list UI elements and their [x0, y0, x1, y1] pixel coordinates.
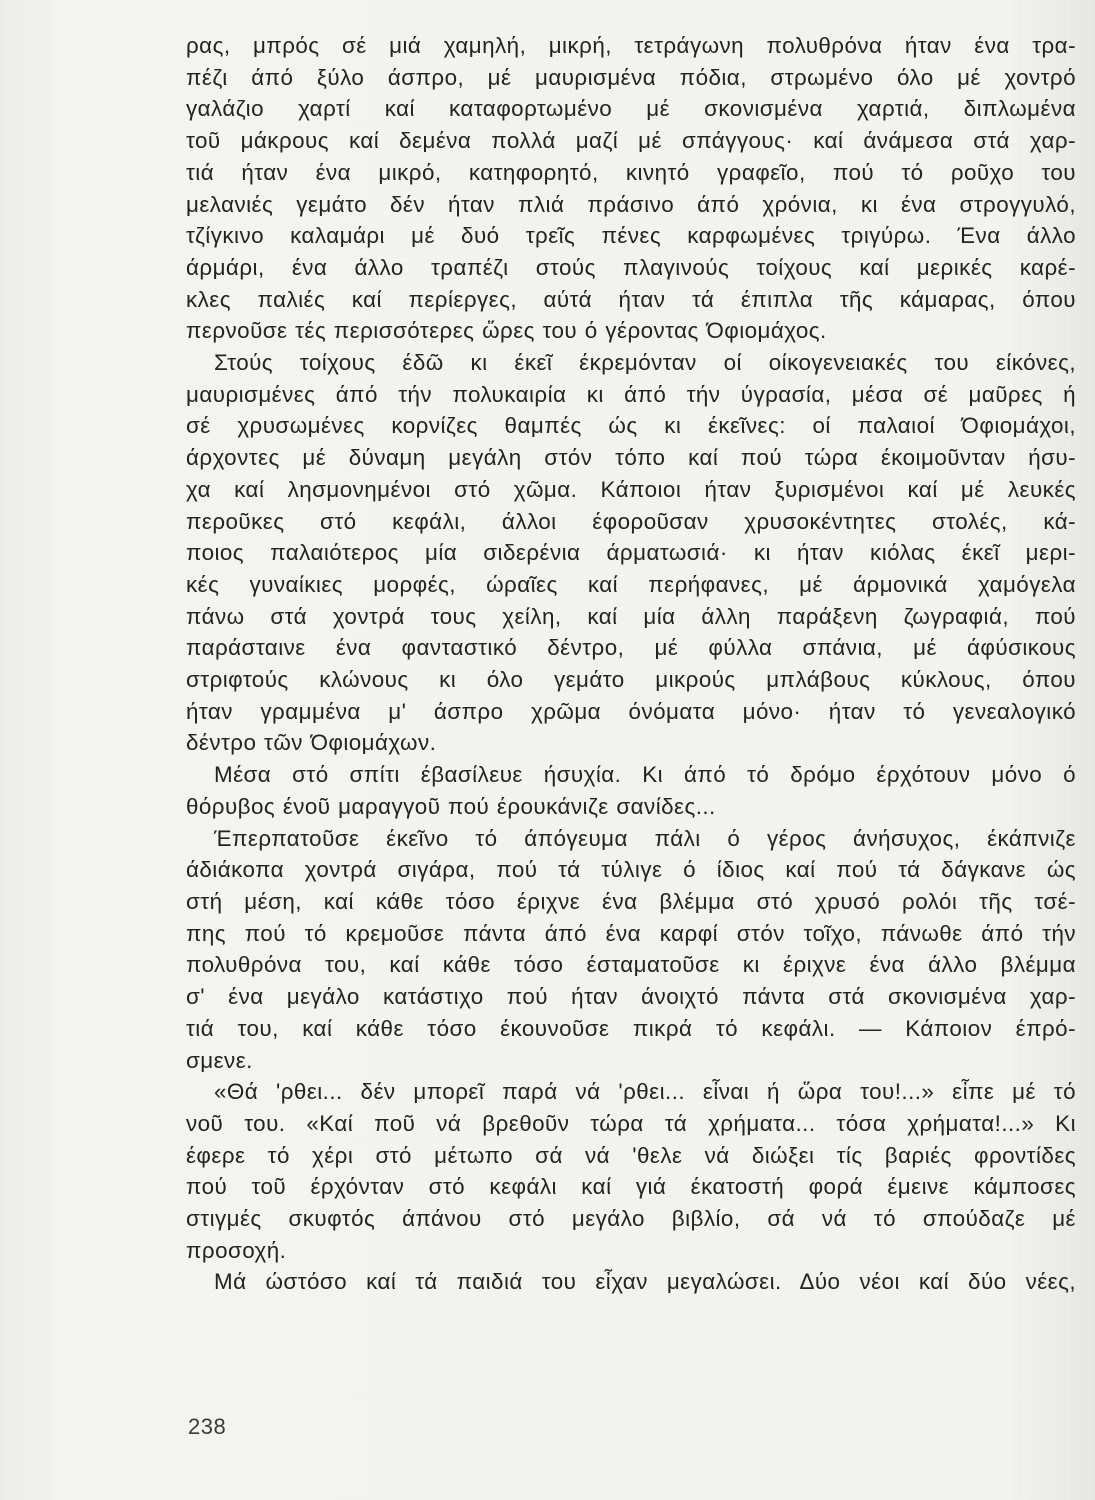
text-line: περοῦκες στό κεφάλι, άλλοι έφοροῦσαν χρυσοκέντητες στολές, κά-: [186, 508, 1076, 534]
paragraph: [186, 1266, 1076, 1298]
text-line: δέντρο τῶν Όφιομάχων.: [186, 730, 437, 756]
text-line: προσοχή.: [186, 1237, 287, 1263]
body-text: [186, 30, 1076, 1298]
text-line: πολυθρόνα του, καί κάθε τόσο έσταματοῦσε κι έριχνε ένα άλλο βλέμμα: [186, 952, 1076, 978]
text-line: μελανιές γεμάτο δέν ήταν πλιά πράσινο άπό χρόνια, κι ένα στρογγυλό,: [186, 191, 1076, 217]
text-line: ποιος παλαιότερος μία σιδερένια άρματωσιά· κι ήταν κιόλας έκεῖ μερι-: [186, 540, 1076, 566]
text-line: περνοῦσε τές περισσότερες ὥρες του ό γέροντας Όφιομάχος.: [186, 318, 827, 344]
text-line: άδιάκοπα χοντρά σιγάρα, πού τά τύλιγε ό ίδιος καί πού τά δάγκανε ώς: [186, 857, 1076, 883]
text-line: ρας, μπρός σέ μιά χαμηλή, μικρή, τετράγωνη πολυθρόνα ήταν ένα τρα-: [186, 33, 1076, 58]
text-line: έφερε τό χέρι στό μέτωπο σά νά 'θελε νά διώξει τίς βαριές φροντίδες: [186, 1142, 1076, 1168]
text-line: παράσταινε ένα φανταστικό δέντρο, μέ φύλλα σπάνια, μέ άφύσικους: [186, 635, 1076, 661]
text-line: στή μέση, καί κάθε τόσο έριχνε ένα βλέμμα στό χρυσό ρολόι τῆς τσέ-: [186, 888, 1076, 914]
text-line: τοῦ μάκρους καί δεμένα πολλά μαζί μέ σπάγγους· καί άνάμεσα στά χαρ-: [186, 128, 1076, 154]
paragraph: [186, 1076, 1076, 1266]
text-line: σμενε.: [186, 1047, 253, 1073]
text-line: πάνω στά χοντρά τους χείλη, καί μία άλλη παράξενη ζωγραφιά, πού: [186, 603, 1076, 629]
paragraph: [186, 347, 1076, 759]
text-line: κλες παλιές καί περίεργες, αύτά ήταν τά έπιπλα τῆς κάμαρας, όπου: [186, 286, 1076, 312]
text-line: σ' ένα μεγάλο κατάστιχο πού ήταν άνοιχτό πάντα στά σκονισμένα χαρ-: [186, 984, 1076, 1010]
paragraph: [186, 759, 1076, 822]
page-number: 238: [188, 1414, 227, 1439]
text-line: Έπερπατοῦσε έκεῖνο τό άπόγευμα πάλι ό γέρος άνήσυχος, έκάπνιζε: [214, 825, 1076, 851]
text-line: νοῦ του. «Καί ποῦ νά βρεθοῦν τώρα τά χρήματα... τόσα χρήματα!...» Κι: [186, 1110, 1076, 1136]
text-line: κές γυναίκιες μορφές, ώραῖες καί περήφανες, μέ άρμονικά χαμόγελα: [186, 571, 1076, 597]
text-line: σέ χρυσωμένες κορνίζες θαμπές ώς κι έκεῖνες: οί παλαιοί Όφιομάχοι,: [186, 413, 1076, 439]
text-line: χα καί λησμονημένοι στό χῶμα. Κάποιοι ήταν ξυρισμένοι καί μέ λευκές: [186, 476, 1076, 502]
text-line: ήταν γραμμένα μ' άσπρο χρῶμα όνόματα μόνο· ήταν τό γενεαλογικό: [186, 698, 1076, 724]
paragraph: [186, 823, 1076, 1077]
text-line: Στούς τοίχους έδῶ κι έκεῖ έκρεμόνταν οί οίκογενειακές του είκόνες,: [214, 350, 1076, 376]
text-line: πέζι άπό ξύλο άσπρο, μέ μαυρισμένα πόδια, στρωμένο όλο μέ χοντρό: [186, 64, 1076, 90]
text-line: πού τοῦ έρχόνταν στό κεφάλι καί γιά έκατοστή φορά έμεινε κάμποσες: [186, 1174, 1076, 1200]
text-line: θόρυβος ένοῦ μαραγγοῦ πού έρουκάνιζε σανίδες...: [186, 793, 716, 819]
text-line: άρμάρι, ένα άλλο τραπέζι στούς πλαγινούς τοίχους καί μερικές καρέ-: [186, 254, 1076, 280]
text-line: άρχοντες μέ δύναμη μεγάλη στόν τόπο καί πού τώρα έκοιμοῦνταν ήσυ-: [186, 445, 1076, 471]
text-line: Μέσα στό σπίτι έβασίλευε ήσυχία. Κι άπό τό δρόμο έρχότουν μόνο ό: [214, 762, 1076, 788]
text-line: τζίγκινο καλαμάρι μέ δυό τρεῖς πένες καρφωμένες τριγύρω. Ένα άλλο: [186, 223, 1076, 249]
text-line: στριφτούς κλώνους κι όλο γεμάτο μικρούς μπλάβους κύκλους, όπου: [186, 667, 1076, 693]
text-line: «Θά 'ρθει... δέν μπορεῖ παρά νά 'ρθει... εἶναι ή ὥρα του!...» εἶπε μέ τό: [214, 1079, 1076, 1105]
text-line: μαυρισμένες άπό τήν πολυκαιρία κι άπό τήν ύγρασία, μέσα σέ μαῦρες ή: [186, 381, 1076, 407]
text-line: τιά του, καί κάθε τόσο έκουνοῦσε πικρά τό κεφάλι. — Κάποιον έπρό-: [186, 1015, 1076, 1041]
text-line: γαλάζιο χαρτί καί καταφορτωμένο μέ σκονισμένα χαρτιά, διπλωμένα: [186, 96, 1076, 122]
paragraph: [186, 30, 1076, 347]
text-line: τιά ήταν ένα μικρό, κατηφορητό, κινητό γραφεῖο, πού τό ροῦχο του: [186, 159, 1076, 185]
text-line: στιγμές σκυφτός άπάνου στό μεγάλο βιβλίο, σά νά τό σπούδαζε μέ: [186, 1206, 1076, 1232]
text-line: Μά ώστόσο καί τά παιδιά του εἶχαν μεγαλώσει. Δύο νέοι καί δύο νέες,: [214, 1269, 1076, 1295]
text-line: πης πού τό κρεμοῦσε πάντα άπό ένα καρφί στόν τοῖχο, πάνωθε άπό τήν: [186, 920, 1076, 946]
